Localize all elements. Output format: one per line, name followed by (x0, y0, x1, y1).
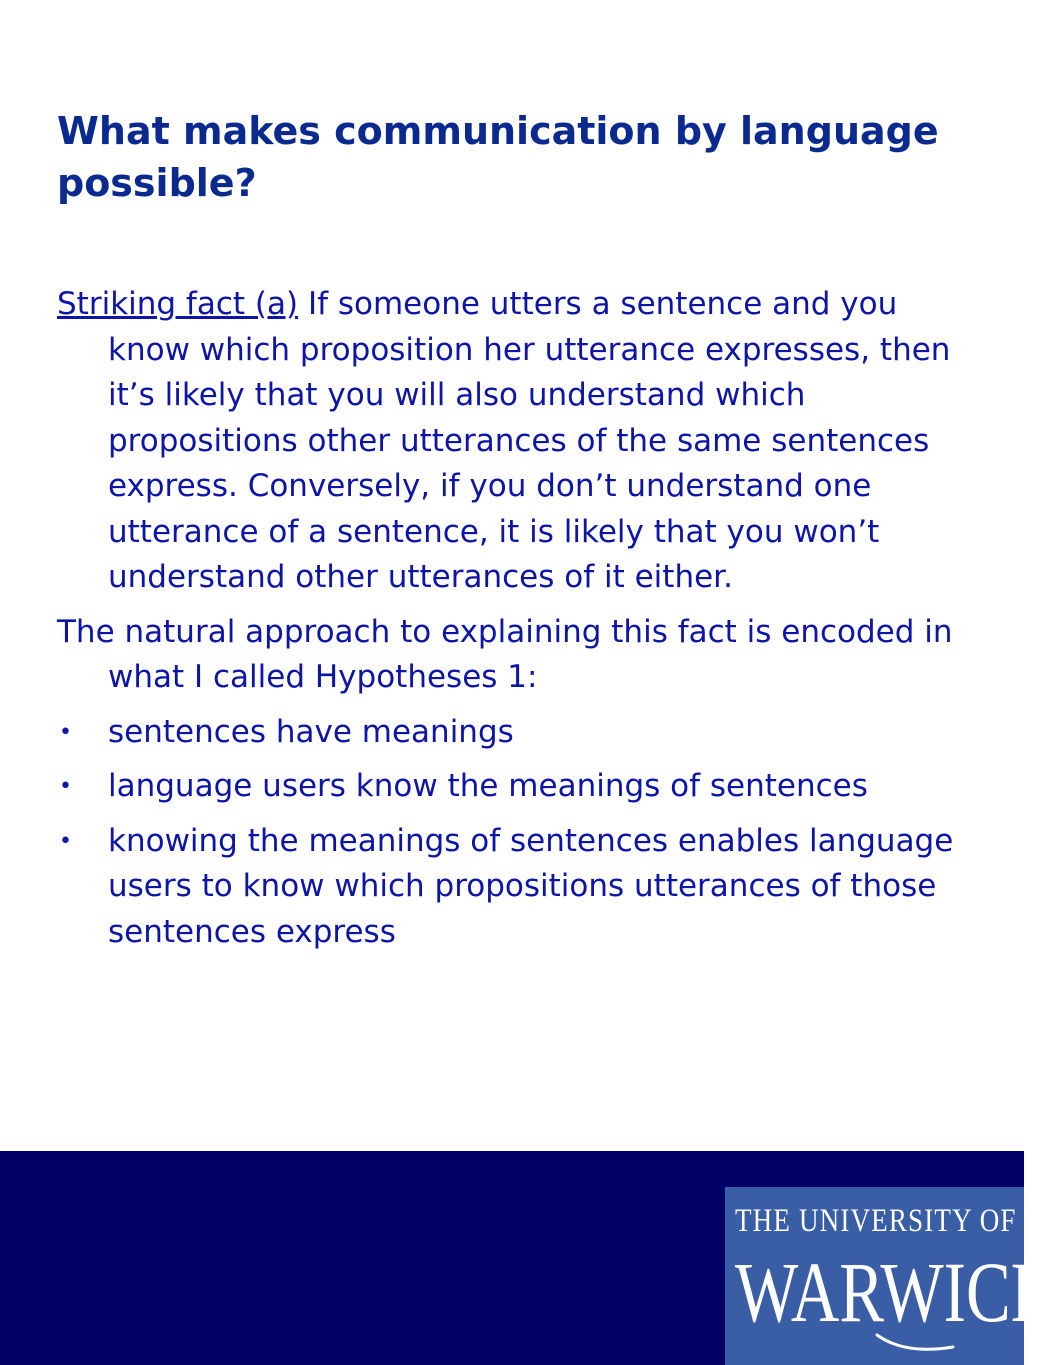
list-item (57, 710, 987, 756)
logo-line-warwick: WARWICK (735, 1244, 1059, 1340)
logo-swoosh-icon (875, 1333, 955, 1355)
bullet-icon: • (59, 719, 72, 745)
list-item-text: sentences have meanings (108, 713, 514, 750)
list-item (57, 819, 987, 956)
slide-body (57, 282, 987, 964)
bullet-icon: • (59, 774, 72, 799)
logo-line-university-of: THE UNIVERSITY OF (735, 1203, 1017, 1239)
striking-fact-text: If someone utters a sentence and you know which proposition her utterance expresses, then it’s likely that you will also understand which propositions other utterances of the same sentences express. Conversely, if you don’t understand one utterance of a sentence, it is likely that you won’t understand other utterances of it either. (108, 286, 951, 595)
university-logo (725, 1187, 1059, 1365)
paragraph-natural-approach: The natural approach to explaining this fact is encoded in what I called Hypotheses 1: (57, 613, 953, 695)
slide-title: What makes communication by language possible? (57, 109, 939, 205)
paragraph-striking-fact (57, 282, 987, 601)
list-item-text: language users know the meanings of sentences (108, 768, 868, 804)
bullet-icon: • (59, 828, 72, 854)
hypotheses-list (57, 710, 987, 956)
list-item (57, 764, 987, 810)
list-item-text: knowing the meanings of sentences enables language users to know which propositions utterances of those sentences express (108, 822, 954, 950)
striking-fact-label: Striking fact (a) (57, 286, 299, 322)
